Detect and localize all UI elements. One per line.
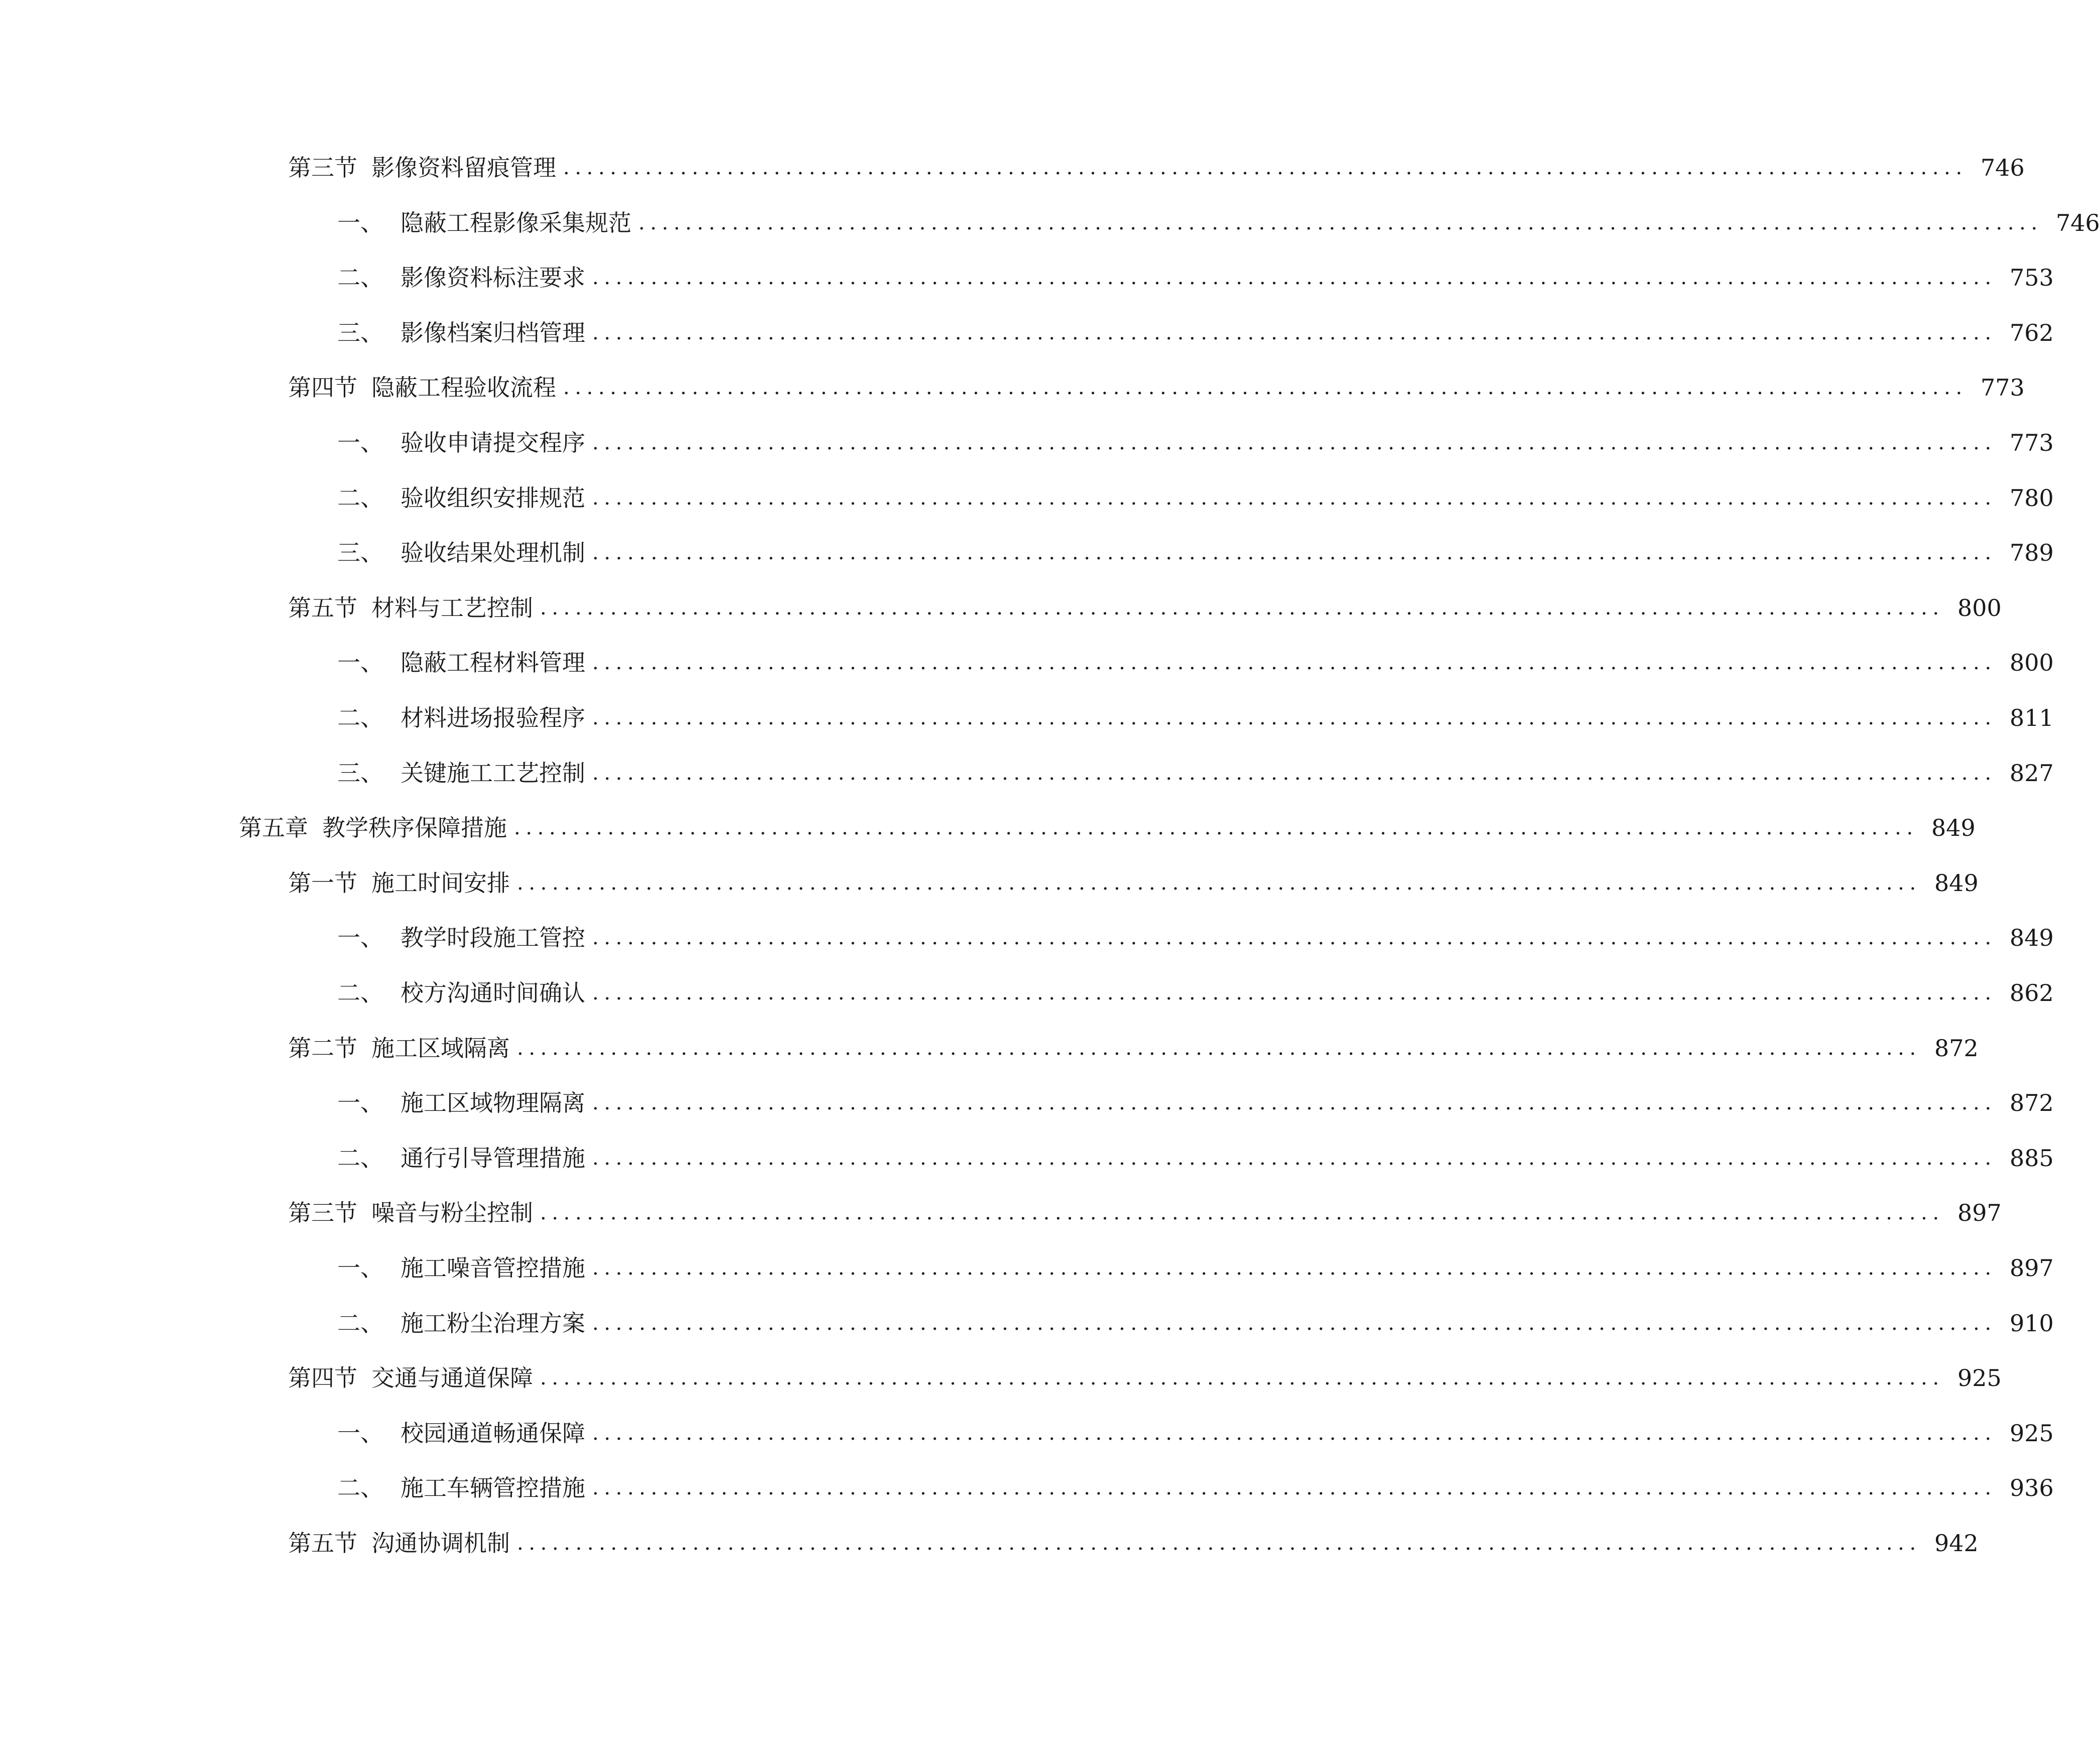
toc-entry-number: 二、: [337, 1144, 383, 1172]
toc-entry-page-number: 746: [2055, 209, 2100, 236]
toc-entry-number: 三、: [337, 539, 383, 567]
toc-entry[interactable]: [0, 258, 2054, 298]
toc-entry-number: 二、: [337, 1309, 383, 1337]
dot-leader: ........................................................................................................................: [592, 1256, 1997, 1280]
dot-leader: ........................................................................................................................: [592, 431, 1997, 454]
toc-entry-number: 一、: [337, 649, 383, 677]
toc-entry[interactable]: [0, 1468, 2054, 1508]
toc-entry-title: [337, 203, 631, 243]
toc-entry-page-number: 780: [2009, 484, 2054, 512]
toc-entry[interactable]: [0, 313, 2054, 353]
toc-entry-number: 第三节: [288, 1199, 357, 1227]
toc-entry-text: 影像资料标注要求: [401, 264, 585, 292]
toc-entry-title: [288, 1358, 533, 1398]
toc-entry-title: [337, 478, 585, 518]
dot-leader: ........................................................................................................................: [592, 1091, 1997, 1115]
toc-entry-number: 三、: [337, 319, 383, 346]
toc-entry-title: [337, 973, 585, 1013]
dot-leader: ........................................................................................................................: [563, 376, 1967, 400]
toc-entry[interactable]: [0, 1523, 1979, 1563]
toc-entry-page-number: 849: [1931, 814, 1976, 842]
toc-entry-title: [288, 1193, 533, 1233]
toc-entry-title: [288, 863, 510, 903]
toc-entry-text: 校方沟通时间确认: [401, 979, 585, 1007]
toc-entry-title: [337, 533, 585, 573]
toc-entry[interactable]: [0, 1413, 2054, 1453]
toc-entry-text: 隐蔽工程影像采集规范: [401, 209, 631, 236]
toc-entry-number: 第五节: [288, 1530, 357, 1557]
toc-entry-title: [288, 588, 533, 628]
toc-entry[interactable]: [0, 478, 2054, 518]
toc-entry-page-number: 773: [1980, 374, 2025, 402]
toc-entry-title: [337, 423, 585, 463]
toc-entry-title: [337, 643, 585, 683]
dot-leader: ........................................................................................................................: [592, 1146, 1997, 1170]
toc-entry-number: 第一节: [288, 869, 357, 897]
toc-entry-number: 一、: [337, 429, 383, 456]
toc-entry-text: 施工时间安排: [371, 869, 510, 897]
dot-leader: ........................................................................................................................: [517, 1532, 1921, 1555]
toc-entry-page-number: 753: [2009, 264, 2054, 292]
dot-leader: ........................................................................................................................: [540, 1366, 1944, 1390]
toc-entry-page-number: 811: [2009, 704, 2054, 731]
toc-entry-page-number: 897: [1957, 1199, 2002, 1227]
dot-leader: ........................................................................................................................: [592, 706, 1997, 729]
toc-entry[interactable]: [0, 753, 2054, 793]
toc-entry-number: 一、: [337, 209, 383, 236]
dot-leader: ........................................................................................................................: [638, 211, 2043, 234]
toc-entry-text: 验收结果处理机制: [401, 539, 585, 567]
toc-entry-text: 施工噪音管控措施: [401, 1254, 585, 1282]
dot-leader: ........................................................................................................................: [592, 266, 1997, 290]
toc-entry-number: 第二节: [288, 1034, 357, 1062]
toc-entry-title: [337, 1083, 585, 1123]
toc-entry-text: 隐蔽工程材料管理: [401, 649, 585, 677]
toc-entry-text: 影像资料留痕管理: [371, 154, 556, 181]
toc-entry-text: 交通与通道保障: [371, 1364, 533, 1392]
toc-entry-page-number: 942: [1934, 1530, 1979, 1557]
toc-entry-number: 第三节: [288, 154, 357, 181]
toc-entry-title: [337, 1413, 585, 1453]
dot-leader: ........................................................................................................................: [592, 1421, 1997, 1445]
toc-entry-title: [337, 1468, 585, 1508]
toc-entry[interactable]: [0, 423, 2054, 463]
toc-entry-text: 施工车辆管控措施: [401, 1474, 585, 1502]
dot-leader: ........................................................................................................................: [592, 651, 1997, 675]
toc-entry-page-number: 872: [1934, 1034, 1979, 1062]
toc-entry-title: [337, 698, 585, 738]
dot-leader: ........................................................................................................................: [592, 1476, 1997, 1500]
toc-entry[interactable]: [0, 973, 2054, 1013]
dot-leader: ........................................................................................................................: [514, 816, 1918, 840]
toc-entry-page-number: 936: [2009, 1474, 2054, 1502]
toc-entry-text: 噪音与粉尘控制: [371, 1199, 533, 1227]
toc-entry-title: [288, 148, 556, 188]
toc-entry-number: 一、: [337, 1089, 383, 1117]
dot-leader: ........................................................................................................................: [592, 321, 1997, 344]
toc-entry-title: [337, 918, 585, 958]
toc-entry-text: 影像档案归档管理: [401, 319, 585, 346]
dot-leader: ........................................................................................................................: [592, 1311, 1997, 1335]
toc-entry-title: [239, 808, 507, 848]
dot-leader: ........................................................................................................................: [540, 596, 1944, 619]
toc-entry[interactable]: [0, 367, 2025, 408]
toc-entry[interactable]: [0, 1028, 1979, 1068]
toc-entry-text: 验收组织安排规范: [401, 484, 585, 512]
toc-entry-page-number: 773: [2009, 429, 2054, 456]
toc-entry-number: 二、: [337, 264, 383, 292]
toc-entry[interactable]: [0, 863, 1979, 903]
toc-entry-page-number: 910: [2009, 1309, 2054, 1337]
toc-entry-page-number: 862: [2009, 979, 2054, 1007]
toc-entry-number: 一、: [337, 1254, 383, 1282]
toc-entry-text: 施工区域物理隔离: [401, 1089, 585, 1117]
toc-entry-page-number: 872: [2009, 1089, 2054, 1117]
dot-leader: ........................................................................................................................: [592, 541, 1997, 565]
dot-leader: ........................................................................................................................: [592, 486, 1997, 510]
toc-entry-title: [337, 313, 585, 353]
toc-entry[interactable]: [0, 1248, 2054, 1288]
toc-entry-page-number: 800: [2009, 649, 2054, 677]
toc-entry[interactable]: [0, 698, 2054, 738]
toc-entry-title: [288, 1523, 510, 1563]
toc-entry-text: 验收申请提交程序: [401, 429, 585, 456]
toc-entry-text: 通行引导管理措施: [401, 1144, 585, 1172]
toc-entry[interactable]: [0, 1358, 2002, 1398]
toc-entry-text: 施工区域隔离: [371, 1034, 510, 1062]
toc-entry-text: 施工粉尘治理方案: [401, 1309, 585, 1337]
toc-entry-page-number: 746: [1980, 154, 2025, 181]
toc-entry-title: [337, 1138, 585, 1178]
toc-entry-page-number: 925: [2009, 1419, 2054, 1447]
dot-leader: ........................................................................................................................: [592, 761, 1997, 785]
toc-entry-title: [288, 367, 556, 408]
toc-entry-page-number: 897: [2009, 1254, 2054, 1282]
dot-leader: ........................................................................................................................: [563, 156, 1967, 179]
toc-entry[interactable]: [0, 533, 2054, 573]
toc-entry-title: [288, 1028, 510, 1068]
toc-entry-text: 材料与工艺控制: [371, 594, 533, 621]
toc-entry-number: 第四节: [288, 374, 357, 402]
toc-entry-text: 教学秩序保障措施: [322, 814, 507, 842]
toc-entry-number: 第五章: [239, 814, 308, 842]
toc-entry-page-number: 925: [1957, 1364, 2002, 1392]
toc-entry[interactable]: [0, 1138, 2054, 1178]
toc-entry-text: 隐蔽工程验收流程: [371, 374, 556, 402]
toc-entry-number: 第四节: [288, 1364, 357, 1392]
toc-entry-number: 一、: [337, 1419, 383, 1447]
toc-entry[interactable]: [0, 588, 2002, 628]
toc-entry[interactable]: [0, 643, 2054, 683]
toc-entry-text: 关键施工工艺控制: [401, 759, 585, 787]
toc-entry[interactable]: [0, 148, 2025, 188]
toc-entry-text: 教学时段施工管控: [401, 924, 585, 952]
dot-leader: ........................................................................................................................: [592, 981, 1997, 1004]
toc-entry-number: 第五节: [288, 594, 357, 621]
dot-leader: ........................................................................................................................: [517, 1036, 1921, 1060]
toc-entry[interactable]: [0, 1303, 2054, 1343]
toc-entry-title: [337, 1248, 585, 1288]
toc-entry-number: 二、: [337, 704, 383, 731]
toc-entry-page-number: 827: [2009, 759, 2054, 787]
toc-entry-number: 三、: [337, 759, 383, 787]
toc-entry-title: [337, 753, 585, 793]
toc-entry-number: 二、: [337, 1474, 383, 1502]
toc-entry[interactable]: [0, 203, 2100, 243]
dot-leader: ........................................................................................................................: [592, 926, 1997, 950]
toc-entry-title: [337, 1303, 585, 1343]
toc-entry-page-number: 762: [2009, 319, 2054, 346]
toc-entry-page-number: 885: [2009, 1144, 2054, 1172]
toc-entry-text: 材料进场报验程序: [401, 704, 585, 731]
toc-entry[interactable]: [0, 1193, 2002, 1233]
toc-entry-number: 一、: [337, 924, 383, 952]
toc-entry[interactable]: [0, 918, 2054, 958]
toc-entry-page-number: 849: [1934, 869, 1979, 897]
toc-entry-page-number: 800: [1957, 594, 2002, 621]
toc-entry-text: 校园通道畅通保障: [401, 1419, 585, 1447]
toc-entry[interactable]: [0, 808, 1976, 848]
toc-entry-title: [337, 258, 585, 298]
toc-entry-page-number: 789: [2009, 539, 2054, 567]
toc-entry[interactable]: [0, 1083, 2054, 1123]
toc-entry-page-number: 849: [2009, 924, 2054, 952]
toc-entry-number: 二、: [337, 484, 383, 512]
dot-leader: ........................................................................................................................: [517, 871, 1921, 895]
dot-leader: ........................................................................................................................: [540, 1201, 1944, 1225]
toc-entry-text: 沟通协调机制: [371, 1530, 510, 1557]
toc-entry-number: 二、: [337, 979, 383, 1007]
